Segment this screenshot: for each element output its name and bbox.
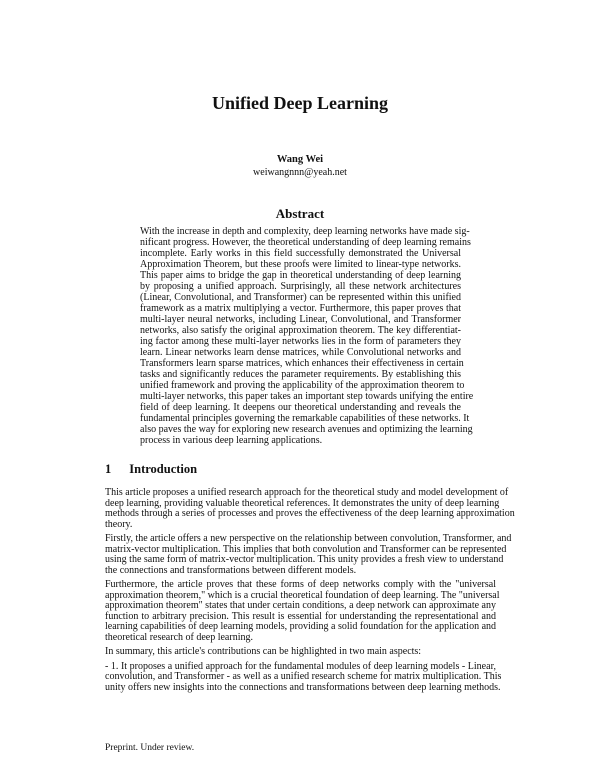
- paragraph: [105, 487, 515, 530]
- text-line: unified framework and proving the applicability of the approximation theorem to: [140, 380, 465, 391]
- author-email: weiwangnnn@yeah.net: [253, 167, 347, 178]
- text-line: multi-layer neural networks, including Linear, Convolutional, and Transformer: [140, 314, 461, 325]
- text-line: deep learning, providing valuable theoretical references. It demonstrates the unity of deep learning: [105, 497, 500, 509]
- text-line: also paves the way for exploring new research avenues and optimizing the learning: [140, 424, 473, 435]
- text-line: networks, also satisfy the original approximation theorem. The key differentiat-: [140, 325, 461, 336]
- text-line: This paper aims to bridge the gap in theoretical understanding of deep learning: [140, 270, 461, 281]
- text-line: theoretical research of deep learning.: [105, 631, 253, 643]
- text-line: approximation theorem," which is a crucial theoretical foundation of deep learning. The "universal: [105, 589, 500, 601]
- author-name: Wang Wei: [276, 154, 324, 165]
- text-line: learn. Linear networks learn dense matrices, while Convolutional networks and: [140, 347, 461, 358]
- text-line: framework as a matrix multiplying a vector. Furthermore, this paper proves that: [140, 303, 461, 314]
- text-line: Transformers learn sparse matrices, which enhances their effectiveness in certain: [140, 358, 464, 369]
- section-title: Introduction: [129, 462, 198, 476]
- text-line: matrix-vector multiplication. This implies that both convolution and Transformer can be represented: [105, 543, 507, 555]
- text-line: (Linear, Convolutional, and Transformer) can be represented within this unified: [140, 292, 461, 303]
- text-line: theory.: [105, 518, 133, 530]
- text-line: This article proposes a unified research approach for the theoretical study and model development of: [105, 487, 509, 498]
- abstract-body: [140, 226, 474, 446]
- text-line: field of deep learning. It deepens our theoretical understanding and reveals the: [140, 402, 461, 413]
- introduction-body: [105, 487, 515, 697]
- paragraph: [105, 647, 496, 658]
- footer-note: Preprint. Under review.: [105, 743, 195, 753]
- text-line: learning capabilities of deep learning models, providing a solid foundation for the application and: [105, 621, 497, 632]
- text-line: Firstly, the article offers a new perspective on the relationship between convolution, Transformer, and: [105, 533, 512, 544]
- abstract-heading: Abstract: [275, 206, 325, 221]
- text-line: function to arbitrary precision. This result is essential for understanding the representational and: [105, 610, 496, 622]
- text-line: unity offers new insights into the connections and transformations between deep learning methods.: [105, 681, 501, 693]
- text-line: methods through a series of processes and proves the effectiveness of the deep learning approximation: [105, 508, 515, 519]
- text-line: approximation theorem" states that under certain conditions, a deep network can approximate any: [105, 600, 496, 611]
- text-line: Furthermore, the article proves that these forms of deep networks comply with the "universal: [105, 579, 496, 590]
- section-number: 1: [105, 462, 112, 476]
- paragraph: [105, 579, 500, 643]
- text-line: With the increase in depth and complexity, deep learning networks have made sig-: [140, 226, 470, 237]
- text-line: fundamental principles governing the remarkable capabilities of these networks. It: [140, 413, 470, 424]
- text-line: ing factor among these multi-layer networks lies in the form of parameters they: [140, 336, 461, 347]
- text-line: Approximation Theorem, but these proofs were limited to linear-type networks.: [140, 259, 461, 270]
- text-line: incomplete. Early works in this field successfully demonstrated the Universal: [140, 248, 461, 259]
- text-line: process in various deep learning applications.: [140, 435, 323, 446]
- text-line: by proposing a unified approach. Surprisingly, all these network architectures: [140, 281, 461, 292]
- text-line: In summary, this article's contributions can be highlighted in two main aspects:: [105, 646, 422, 657]
- text-line: using the same form of matrix-vector multiplication. This unity provides a fresh view to understand: [105, 554, 504, 565]
- text-line: convolution, and Transformer - as well as a unified research scheme for matrix multiplication. This: [105, 671, 502, 682]
- text-line: nificant progress. However, the theoretical understanding of deep learning remains: [140, 237, 471, 248]
- section-heading: [105, 462, 197, 477]
- paper-title: Unified Deep Learning: [211, 93, 388, 113]
- text-line: multi-layer networks, this paper takes an important step towards unifying the entire: [140, 391, 474, 402]
- text-line: tasks and significantly reduces the parameter requirements. By establishing this: [140, 369, 461, 380]
- text-line: - 1. It proposes a unified approach for the fundamental modules of deep learning models - Linear,: [105, 660, 496, 672]
- paragraph: [105, 660, 502, 694]
- paragraph: [105, 533, 512, 576]
- text-line: the connections and transformations between different models.: [105, 564, 357, 576]
